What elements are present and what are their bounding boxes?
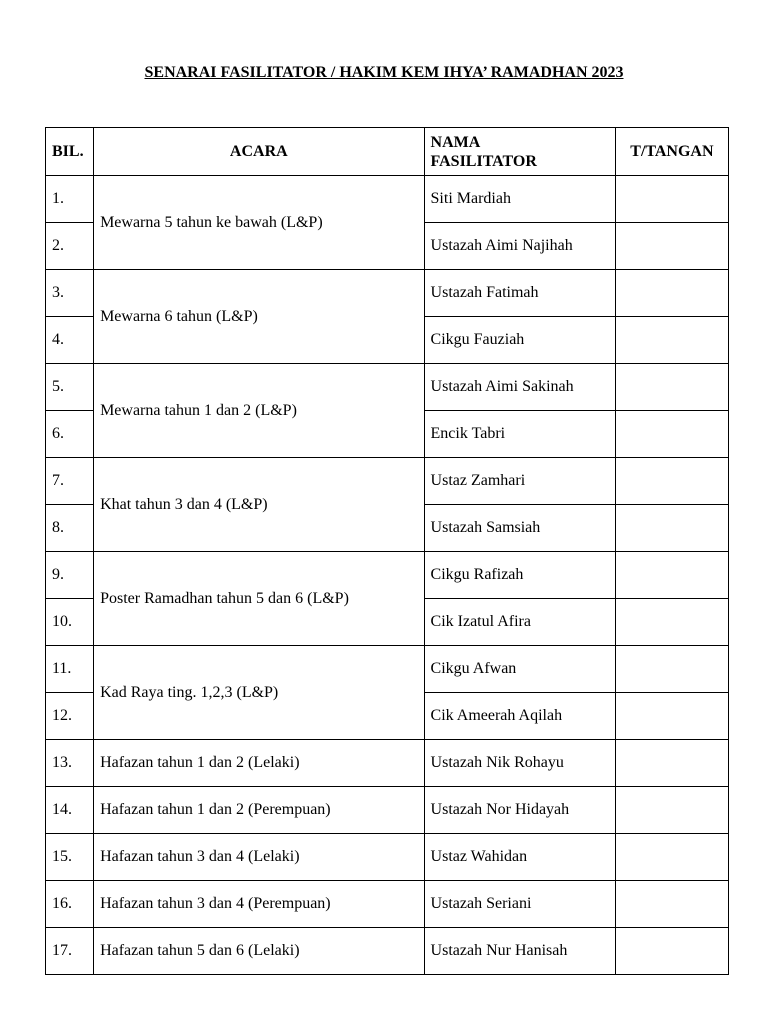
table-row xyxy=(46,646,729,693)
cell-nama: Ustazah Aimi Najihah xyxy=(424,223,615,270)
table-row xyxy=(46,928,729,975)
table-row xyxy=(46,552,729,599)
cell-nama: Ustazah Nur Hanisah xyxy=(424,928,615,975)
cell-bil: 4. xyxy=(46,317,94,364)
document-title: SENARAI FASILITATOR / HAKIM KEM IHYA’ RAMADHAN 2023 xyxy=(144,64,624,81)
cell-tandatangan[interactable] xyxy=(615,411,728,458)
facilitator-table xyxy=(45,127,729,975)
cell-acara: Poster Ramadhan tahun 5 dan 6 (L&P) xyxy=(94,552,424,646)
header-nama-line2: FASILITATOR xyxy=(430,152,537,170)
cell-nama: Cikgu Afwan xyxy=(424,646,615,693)
cell-bil: 11. xyxy=(46,646,94,693)
cell-bil: 5. xyxy=(46,364,94,411)
cell-acara: Mewarna 6 tahun (L&P) xyxy=(94,270,424,364)
cell-nama: Cikgu Rafizah xyxy=(424,552,615,599)
cell-acara: Hafazan tahun 1 dan 2 (Perempuan) xyxy=(94,787,424,834)
table-row xyxy=(46,740,729,787)
cell-tandatangan[interactable] xyxy=(615,270,728,317)
cell-nama: Siti Mardiah xyxy=(424,176,615,223)
cell-bil: 14. xyxy=(46,787,94,834)
cell-bil: 16. xyxy=(46,881,94,928)
cell-nama: Ustazah Seriani xyxy=(424,881,615,928)
cell-acara: Mewarna 5 tahun ke bawah (L&P) xyxy=(94,176,424,270)
cell-nama: Ustaz Wahidan xyxy=(424,834,615,881)
table-row xyxy=(46,787,729,834)
cell-tandatangan[interactable] xyxy=(615,693,728,740)
cell-tandatangan[interactable] xyxy=(615,928,728,975)
cell-tandatangan[interactable] xyxy=(615,223,728,270)
cell-bil: 17. xyxy=(46,928,94,975)
cell-nama: Ustazah Nor Hidayah xyxy=(424,787,615,834)
table-row xyxy=(46,834,729,881)
cell-bil: 15. xyxy=(46,834,94,881)
cell-bil: 1. xyxy=(46,176,94,223)
cell-bil: 13. xyxy=(46,740,94,787)
header-bil: BIL. xyxy=(46,128,94,176)
cell-nama: Cik Izatul Afira xyxy=(424,599,615,646)
cell-nama: Ustazah Fatimah xyxy=(424,270,615,317)
cell-acara: Kad Raya ting. 1,2,3 (L&P) xyxy=(94,646,424,740)
table-header-row xyxy=(46,128,729,176)
table-row xyxy=(46,881,729,928)
cell-acara: Hafazan tahun 1 dan 2 (Lelaki) xyxy=(94,740,424,787)
cell-acara: Hafazan tahun 5 dan 6 (Lelaki) xyxy=(94,928,424,975)
table-row xyxy=(46,364,729,411)
cell-tandatangan[interactable] xyxy=(615,552,728,599)
cell-nama: Ustaz Zamhari xyxy=(424,458,615,505)
cell-acara: Hafazan tahun 3 dan 4 (Lelaki) xyxy=(94,834,424,881)
cell-tandatangan[interactable] xyxy=(615,458,728,505)
cell-tandatangan[interactable] xyxy=(615,881,728,928)
cell-acara: Khat tahun 3 dan 4 (L&P) xyxy=(94,458,424,552)
cell-tandatangan[interactable] xyxy=(615,176,728,223)
table-row xyxy=(46,270,729,317)
cell-tandatangan[interactable] xyxy=(615,740,728,787)
cell-nama: Cikgu Fauziah xyxy=(424,317,615,364)
cell-bil: 2. xyxy=(46,223,94,270)
header-nama-fasilitator xyxy=(424,128,615,176)
cell-nama: Ustazah Nik Rohayu xyxy=(424,740,615,787)
cell-tandatangan[interactable] xyxy=(615,317,728,364)
cell-acara: Mewarna tahun 1 dan 2 (L&P) xyxy=(94,364,424,458)
cell-tandatangan[interactable] xyxy=(615,599,728,646)
cell-bil: 9. xyxy=(46,552,94,599)
cell-bil: 8. xyxy=(46,505,94,552)
cell-tandatangan[interactable] xyxy=(615,834,728,881)
cell-bil: 12. xyxy=(46,693,94,740)
cell-bil: 10. xyxy=(46,599,94,646)
table-row xyxy=(46,458,729,505)
cell-tandatangan[interactable] xyxy=(615,505,728,552)
cell-nama: Ustazah Aimi Sakinah xyxy=(424,364,615,411)
table-row xyxy=(46,176,729,223)
cell-bil: 3. xyxy=(46,270,94,317)
header-acara: ACARA xyxy=(94,128,424,176)
cell-nama: Ustazah Samsiah xyxy=(424,505,615,552)
header-nama-line1: NAMA xyxy=(430,133,481,151)
cell-nama: Cik Ameerah Aqilah xyxy=(424,693,615,740)
cell-tandatangan[interactable] xyxy=(615,646,728,693)
cell-tandatangan[interactable] xyxy=(615,364,728,411)
cell-nama: Encik Tabri xyxy=(424,411,615,458)
header-tandatangan: T/TANGAN xyxy=(615,128,728,176)
cell-bil: 6. xyxy=(46,411,94,458)
cell-acara: Hafazan tahun 3 dan 4 (Perempuan) xyxy=(94,881,424,928)
cell-tandatangan[interactable] xyxy=(615,787,728,834)
cell-bil: 7. xyxy=(46,458,94,505)
